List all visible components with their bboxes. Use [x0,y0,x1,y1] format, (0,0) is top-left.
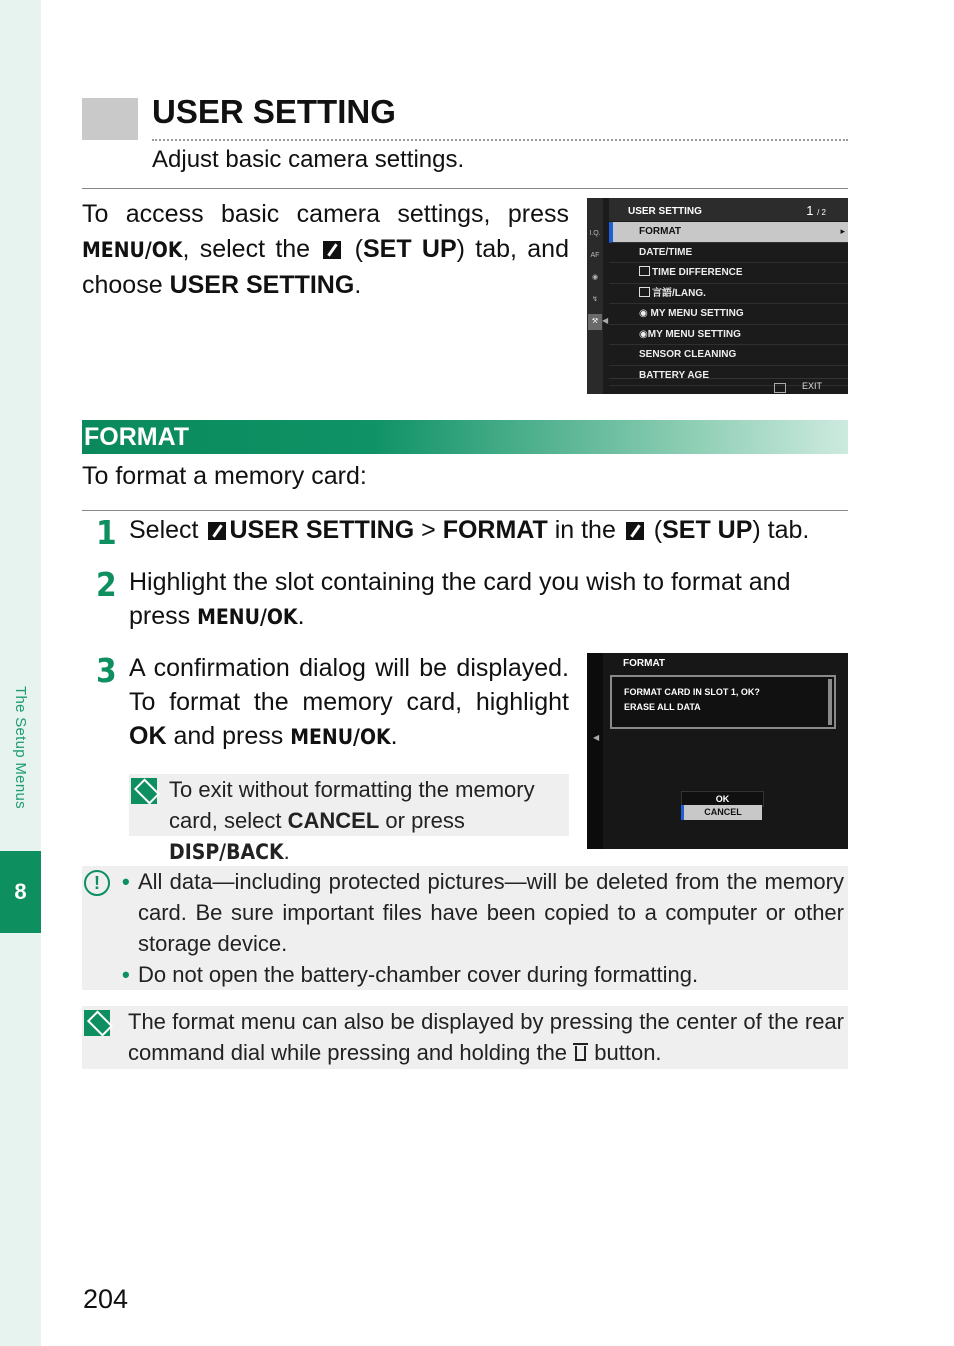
dialog-message-box [610,675,836,729]
tip-box [82,1006,848,1069]
caution-bullet: • Do not open the battery-chamber cover during formatting. [124,959,844,990]
format-section-banner [82,420,848,454]
dialog-title: FORMAT [623,658,666,669]
caution-icon: ! [84,870,110,896]
step-number: 2 [96,565,117,604]
format-dialog-screen [587,653,848,849]
menu-item-time-difference[interactable]: TIME DIFFERENCE [609,263,848,284]
note-text: To exit without formatting the memory card, select CANCEL or press DISP/BACK. [169,777,535,864]
menu-item-battery-age[interactable]: BATTERY AGE [609,366,848,387]
step-2-text: Highlight the slot containing the card you wish to format and press MENU/OK. [129,568,791,630]
note-box [129,774,569,864]
dialog-cancel-button[interactable]: CANCEL [681,805,762,820]
side-strip [0,0,41,1346]
page-subtitle: Adjust basic camera settings. [152,146,465,173]
menu-item-language[interactable]: 言語/LANG. [609,284,848,305]
bullet-dot: • [122,962,130,987]
camera-menu-title: USER SETTING [628,206,702,217]
intro-paragraph: To access basic camera settings, press MENU/OK, select the (SET UP) tab, and choose USER SETTING. [82,200,569,299]
camera-menu-screen [587,198,848,394]
language-icon [639,287,650,297]
clock-icon [639,266,650,276]
bullet-dot: • [122,869,130,894]
af-mf-tab-icon: AF [590,252,600,259]
note-pencil-icon [131,778,157,804]
movie-icon: ◉ [639,328,648,340]
format-intro: To format a memory card: [82,462,367,490]
title-marker [82,98,138,140]
menu-item-sensor-cleaning[interactable]: SENSOR CLEANING [609,345,848,366]
divider [82,510,848,511]
page-number: 204 [83,1284,129,1314]
flash-tab-icon: ↯ [592,296,598,303]
step-number: 1 [96,513,117,552]
caution-box [82,866,848,990]
camera-menu-tabs [587,198,603,394]
dialog-message-line-1: FORMAT CARD IN SLOT 1, OK? [624,687,760,697]
trash-icon [575,1046,586,1061]
dialog-message-line-2: ERASE ALL DATA [624,702,701,712]
page-title: USER SETTING [152,93,396,130]
camera-tab-icon: ◉ [591,274,599,281]
setup-wrench-icon [323,241,341,259]
chapter-tab: 8 [0,851,41,933]
menu-item-format[interactable]: FORMAT ▸ [609,222,848,243]
menu-item-my-menu-movie[interactable]: ◉MY MENU SETTING [609,325,848,346]
tip-text: The format menu can also be displayed by pressing the center of the rear command dial while pressing and holding the button. [128,1009,844,1065]
setup-wrench-icon [208,522,226,540]
title-dotted-rule [152,139,848,141]
menu-item-date-time[interactable]: DATE/TIME [609,243,848,264]
camera-menu-page: 1 / 2 [806,203,826,218]
step-1-text: Select USER SETTING > FORMAT in the (SET UP) tab. [129,516,810,544]
chapter-label: The Setup Menus [12,686,29,809]
note-pencil-icon [84,1010,110,1036]
step-number: 3 [96,651,117,690]
menu-item-my-menu-still[interactable]: ◉ MY MENU SETTING [609,304,848,325]
camera-menu-footer [609,378,848,394]
step-3-text: A confirmation dialog will be displayed. To format the memory card, highlight OK and press MENU/OK. [129,654,569,750]
left-arrow-icon: ◀ [602,316,609,325]
divider [82,188,848,189]
camera-icon: ◉ [639,308,651,319]
disp-back-key: DISP/BACK [169,840,284,864]
camera-menu-header [609,198,848,221]
format-section-title: FORMAT [84,423,190,451]
camera-menu-list [609,222,848,386]
dialog-ok-button[interactable]: OK [681,791,764,807]
setup-wrench-icon [626,522,644,540]
menu-ok-key: MENU/OK [290,725,391,749]
wrench-tab-icon: ⚒ [588,314,602,330]
caution-bullet: • All data—including protected pictures—will be deleted from the memory card. Be sure important files have been copied to a computer or other storage device. [124,866,844,959]
menu-ok-key: MENU/OK [82,238,183,262]
exit-label[interactable]: EXIT [801,381,822,391]
back-button-icon [774,383,786,393]
left-arrow-icon: ◀ [593,733,600,742]
iq-tab-icon: I.Q. [589,230,601,237]
menu-ok-key: MENU/OK [197,605,298,629]
dialog-left-strip [587,653,603,849]
